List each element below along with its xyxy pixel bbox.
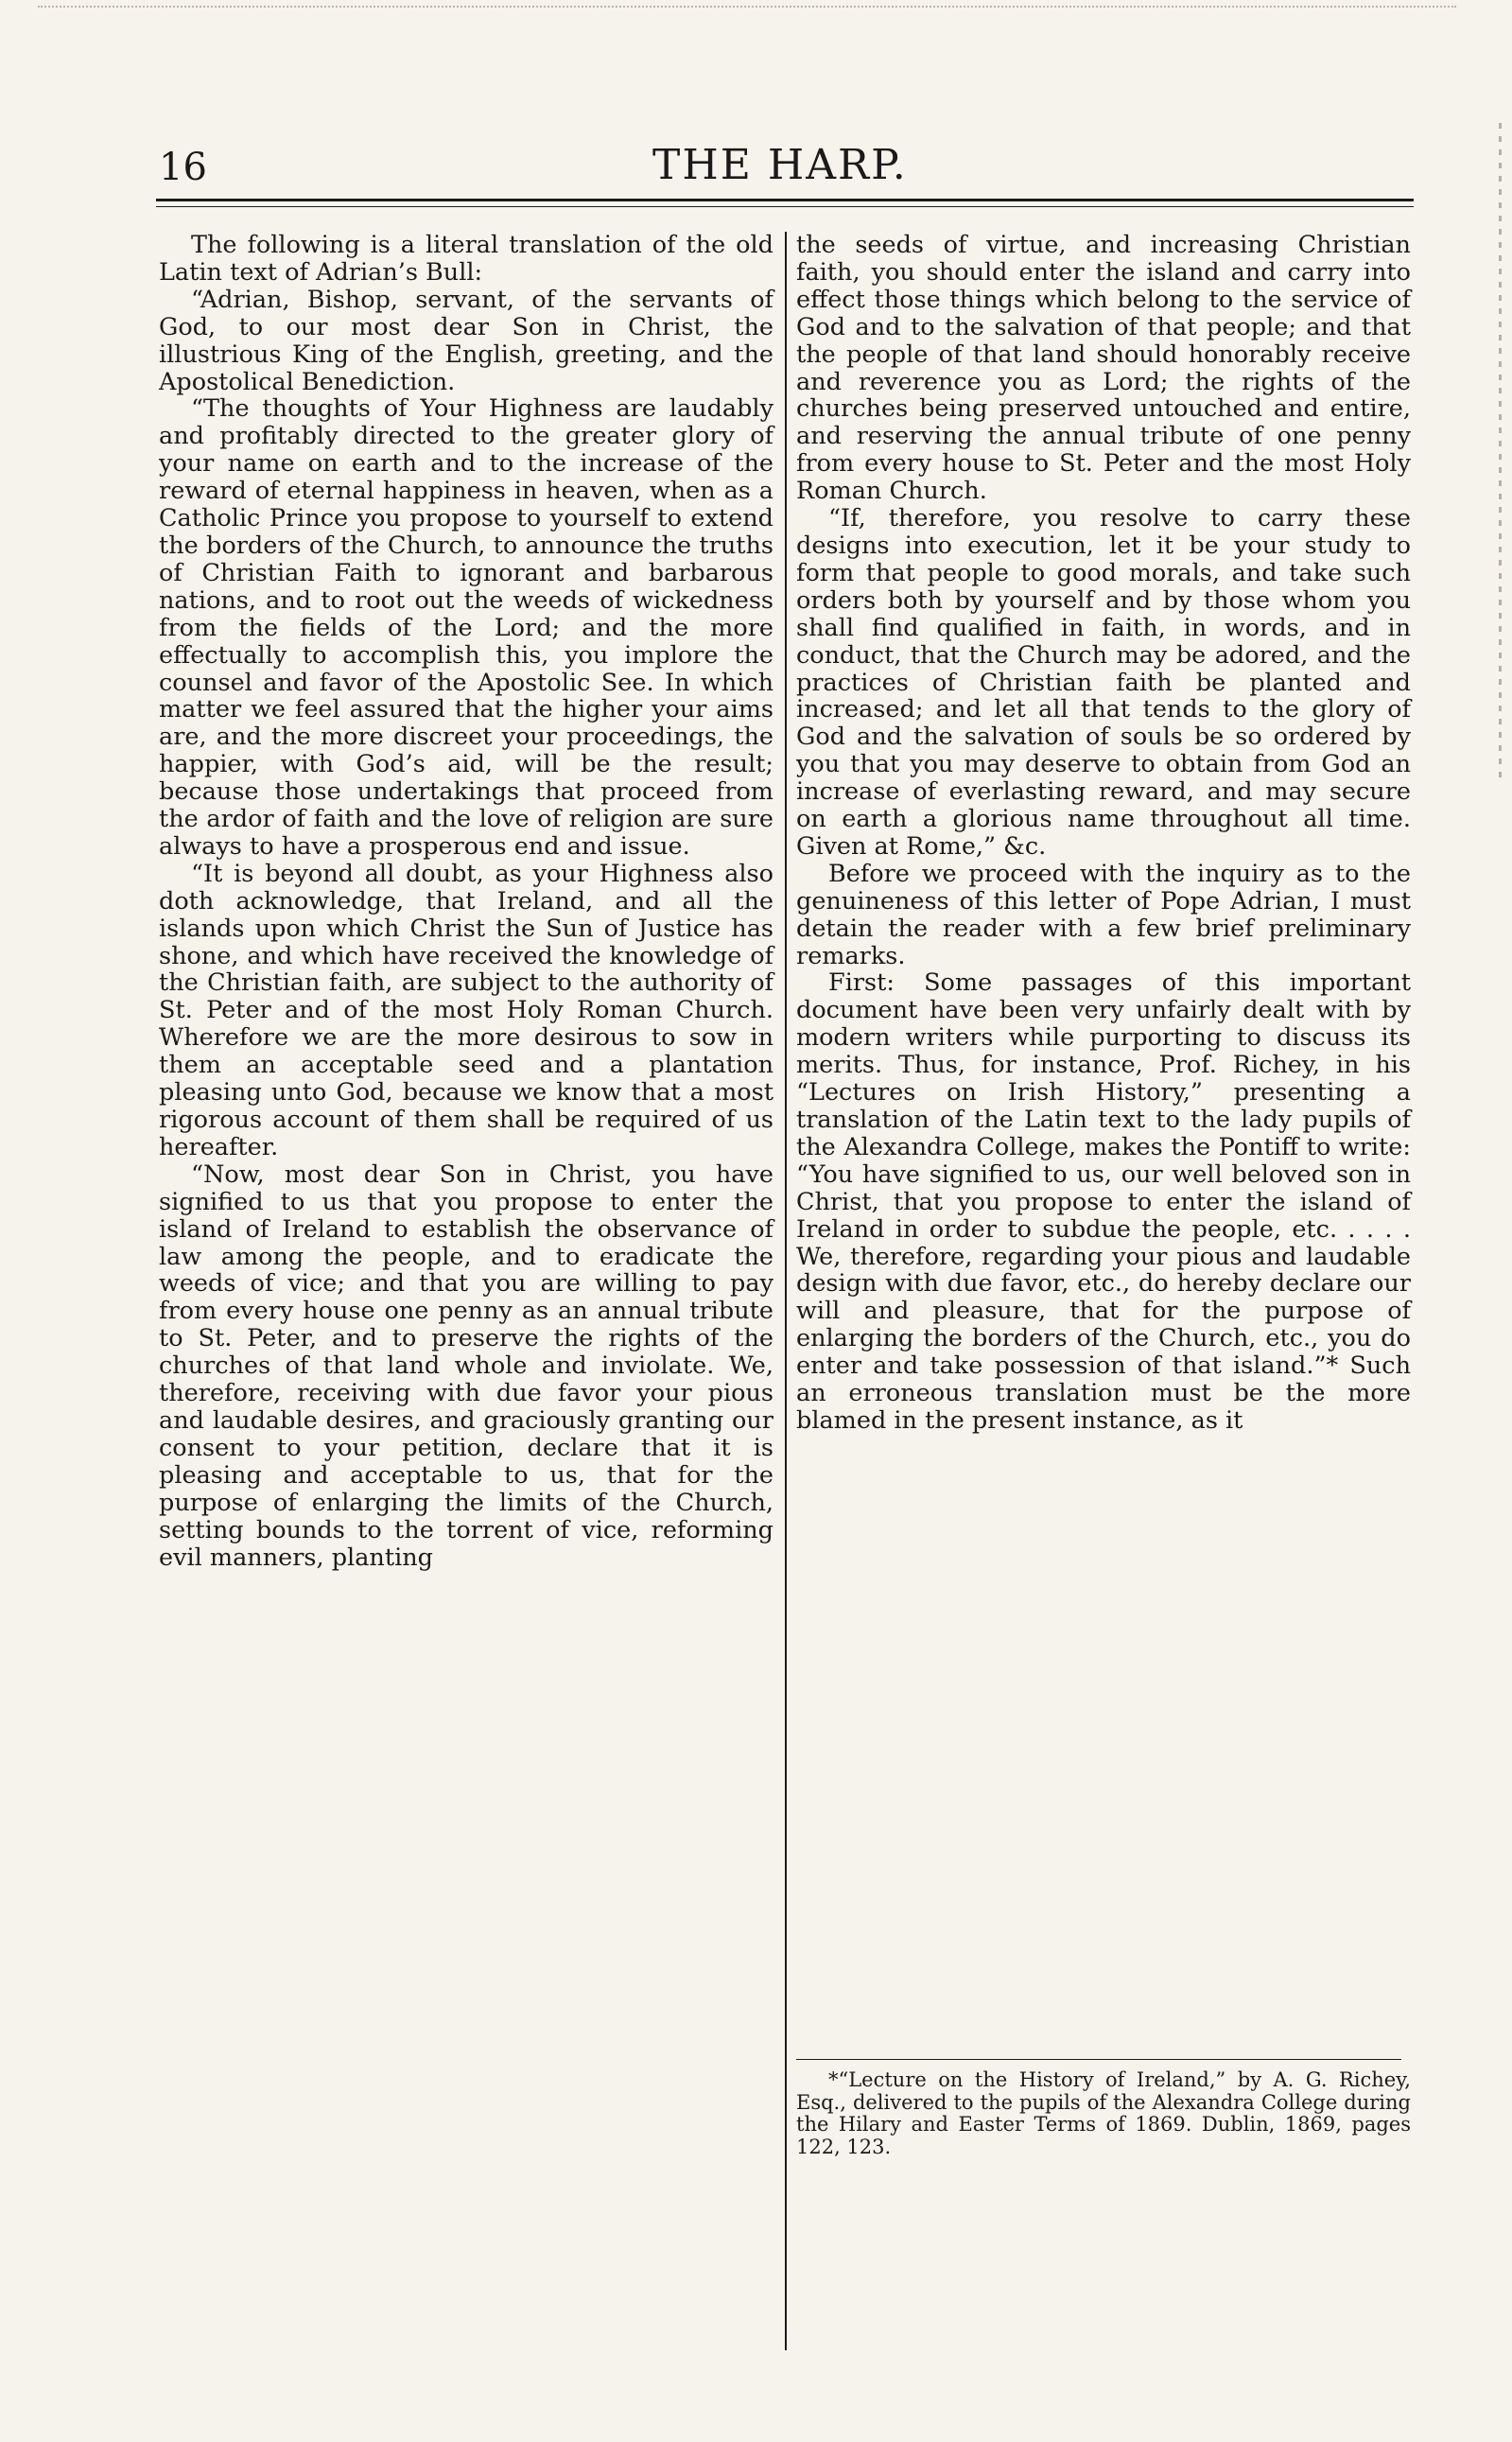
page-edge-mark: [1499, 123, 1502, 785]
column-divider: [785, 232, 787, 2350]
paragraph: “Now, most dear Son in Christ, you have signified to us that you propose to enter the island of Ireland to establish the observance of law among the people, and to eradicate the weeds of vice; and that you are willing to pay from every house one penny as an annual tribute to St. Peter, and to preserve the rights of the churches of that land whole and inviolate. We, therefore, receiving with due favor your pious and laudable desires, and graciously granting our consent to your petition, declare that it is pleasing and acceptable to us, that for the purpose of enlarging the limits of the Church, setting bounds to the torrent of vice, reforming evil manners, planting: [159, 1160, 773, 1572]
header-rule-thin: [156, 206, 1414, 207]
paragraph: “The thoughts of Your Highness are laudably and profitably directed to the greater glory of your name on earth and to the increase of the reward of eternal happiness in heaven, when as a Catholic Prince you propose to yourself to extend the borders of the Church, to announce the truths of Christian Faith to ignorant and barbarous nations, and to root out the weeds of wickedness from the fields of the Lord; and the more effectually to accomplish this, you implore the counsel and favor of the Apostolic See. In which matter we feel assured that the higher your aims are, and the more discreet your proceedings, the happier, with God’s aid, will be the result; because those undertakings that proceed from the ardor of faith and the love of religion are sure always to have a prosperous end and issue.: [159, 394, 773, 861]
footnote: *“Lecture on the History of Ireland,” by A. G. Richey, Esq., delivered to the pupils of the Alexandra College during the Hilary and Easter Terms of 1869. Dublin, 1869, pages 122, 123.: [796, 2068, 1411, 2158]
page-number: 16: [159, 146, 207, 189]
running-title: THE HARP.: [652, 141, 908, 189]
paragraph: the seeds of virtue, and increasing Christian faith, you should enter the island and carry into effect those things which belong to the service of God and to the salvation of that people; and that the people of that land should honorably receive and reverence you as Lord; the rights of the churches being preserved untouched and entire, and reserving the annual tribute of one penny from every house to St. Peter and the most Holy Roman Church.: [796, 231, 1411, 506]
paragraph: “It is beyond all doubt, as your Highness also doth acknowledge, that Ireland, and all the islands upon which Christ the Sun of Justice has shone, and which have received the knowledge of the Christian faith, are subject to the authority of St. Peter and of the most Holy Roman Church. Wherefore we are the more desirous to sow in them an acceptable seed and a plantation pleasing unto God, because we know that a most rigorous account of them shall be required of us hereafter.: [159, 859, 773, 1161]
paragraph: “Adrian, Bishop, servant, of the servants of God, to our most dear Son in Christ, the illustrious King of the English, greeting, and the Apostolical Benediction.: [159, 285, 773, 396]
paragraph: First: Some passages of this important document have been very unfairly dealt with by modern writers while purporting to discuss its merits. Thus, for instance, Prof. Richey, in his “Lectures on Irish History,” presenting a translation of the Latin text to the lady pupils of the Alexandra College, makes the Pontiff to write: “You have signified to us, our well beloved son in Christ, that you propose to enter the island of Ireland in order to subdue the people, etc. . . . . We, therefore, regarding your pious and laudable design with due favor, etc., do hereby declare our will and pleasure, that for the purpose of enlarging the borders of the Church, etc., you do enter and take possession of that island.”* Such an erroneous translation must be the more blamed in the present instance, as it: [796, 968, 1411, 1435]
paragraph: The following is a literal translation of the old Latin text of Adrian’s Bull:: [159, 231, 773, 287]
left-column: [159, 232, 773, 1571]
top-border-rule: [38, 6, 1456, 8]
footnote-rule: [796, 2059, 1401, 2060]
paragraph: Before we proceed with the inquiry as to the genuineness of this letter of Pope Adrian, I must detain the reader with a few brief preliminary remarks.: [796, 859, 1411, 970]
paragraph: “If, therefore, you resolve to carry these designs into execution, let it be your study to form that people to good morals, and take such orders both by yourself and by those whom you shall find qualified in faith, in words, and in conduct, that the Church may be adored, and the practices of Christian faith be planted and increased; and let all that tends to the glory of God and the salvation of souls be so ordered by you that you may deserve to obtain from God an increase of everlasting reward, and may secure on earth a glorious name throughout all time. Given at Rome,” &c.: [796, 504, 1411, 861]
right-column: [796, 232, 1411, 1435]
header-rule-thick: [156, 199, 1414, 201]
